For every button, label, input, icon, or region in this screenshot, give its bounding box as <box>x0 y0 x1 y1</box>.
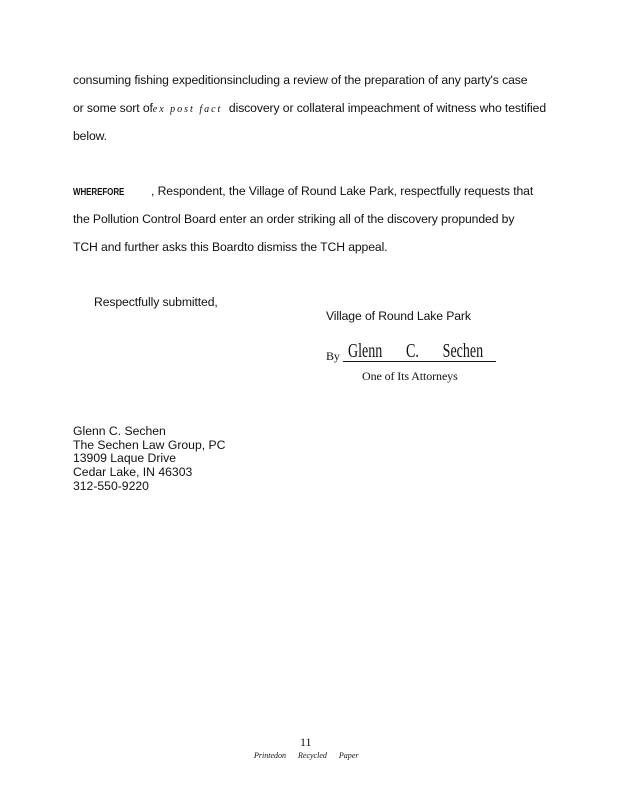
footer-note-2: Recycled <box>298 751 327 760</box>
address-city: Cedar Lake, IN 46303 <box>73 465 193 480</box>
by-label: By <box>326 349 340 363</box>
body-line-2-post: discovery or collateral impeachment of witness who testified <box>228 101 547 115</box>
address-name: Glenn C. Sechen <box>73 424 166 438</box>
footer-note-1: Printedon <box>254 751 286 760</box>
latin-phrase: ex post fact <box>152 104 223 115</box>
recycled-paper-note <box>254 751 370 760</box>
attorney-role: One of Its Attorneys <box>362 369 458 383</box>
signature-last: Sechen <box>442 340 484 362</box>
body-line-6: TCH and further asks this Boardto dismiss the TCH appeal. <box>73 240 388 254</box>
body-line-1: consuming fishing expeditionsincluding a review of the preparation of any party's case <box>73 73 528 87</box>
wherefore-heading: WHEREFORE <box>73 187 125 198</box>
address-phone: 312-550-9220 <box>73 478 149 493</box>
wherefore-rest: , Respondent, the Village of Round Lake Park, respectfully requests that <box>151 184 534 198</box>
address-block <box>73 425 225 494</box>
body-line-3: below. <box>73 129 107 143</box>
signature <box>348 340 507 363</box>
party-name: Village of Round Lake Park <box>326 309 471 323</box>
signature-middle: C. <box>406 340 419 362</box>
signature-first: Glenn <box>348 340 383 362</box>
address-firm: The Sechen Law Group, PC <box>73 437 226 452</box>
wherefore-line <box>73 184 533 200</box>
body-line-2 <box>73 101 546 117</box>
page-number: 11 <box>300 735 312 749</box>
closing: Respectfully submitted, <box>94 295 218 309</box>
signature-line <box>343 361 496 362</box>
footer-note-3: Paper <box>338 751 359 760</box>
address-street: 13909 Laque Drive <box>73 451 176 466</box>
body-line-2-pre: or some sort of <box>73 101 153 115</box>
body-line-5: the Pollution Control Board enter an order striking all of the discovery propunded by <box>73 212 515 226</box>
